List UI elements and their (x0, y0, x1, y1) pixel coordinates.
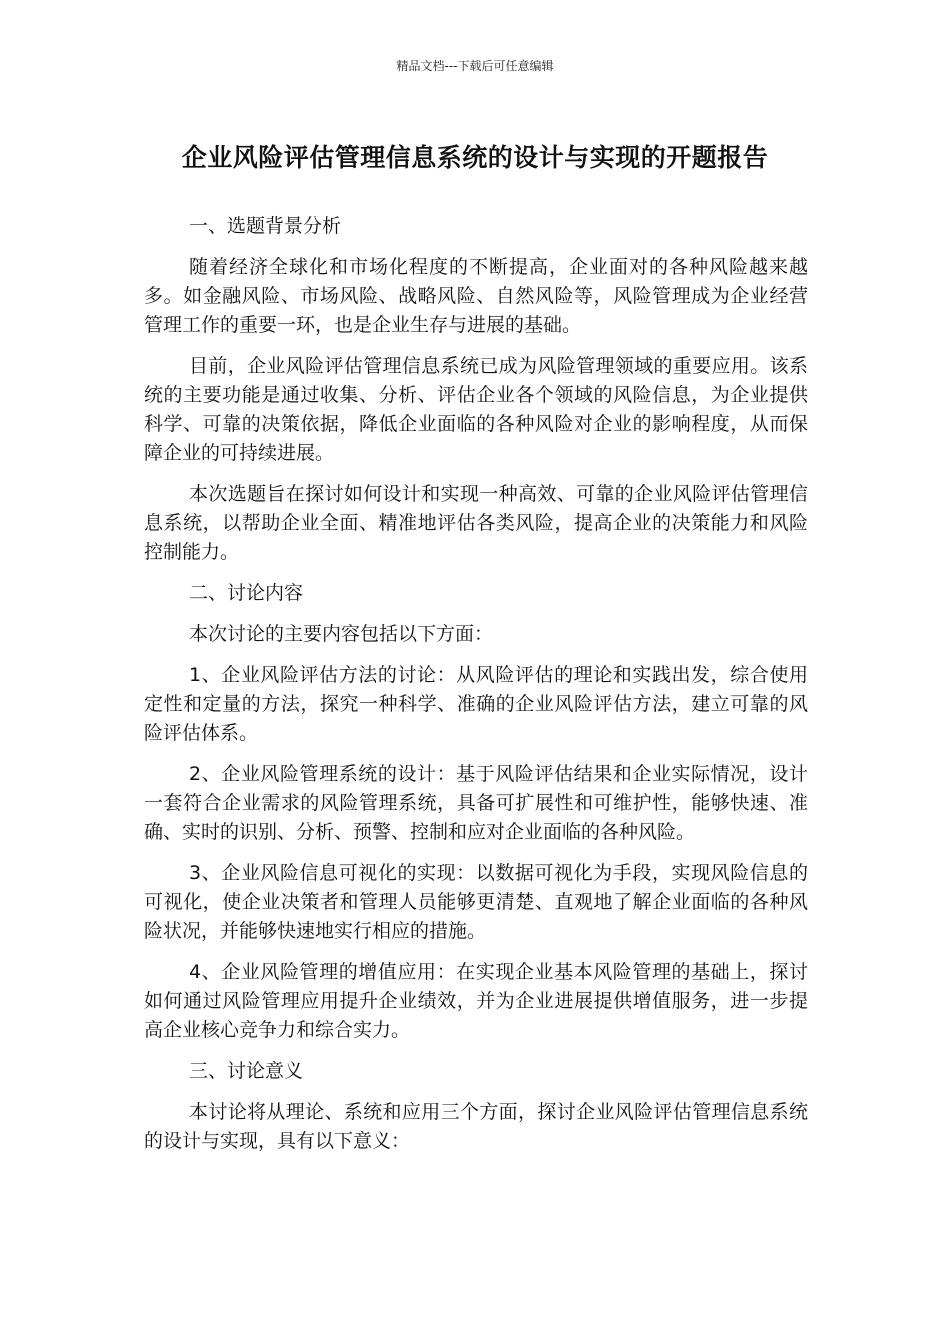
list-item: 4、企业风险管理的增值应用：在实现企业基本风险管理的基础上，探讨如何通过风险管理应用提升企业绩效，并为企业进展提供增值服务，进一步提高企业核心竞争力和综合实力。 (144, 961, 808, 1041)
section-heading-significance: 三、讨论意义 (189, 1060, 304, 1082)
section-heading-content: 二、讨论内容 (189, 582, 304, 604)
paragraph: 本次选题旨在探讨如何设计和实现一种高效、可靠的企业风险评估管理信息系统，以帮助企业全面、精准地评估各类风险，提高企业的决策能力和风险控制能力。 (144, 483, 808, 563)
document-title: 企业风险评估管理信息系统的设计与实现的开题报告 (181, 143, 769, 172)
paragraph: 本次讨论的主要内容包括以下方面： (189, 623, 494, 645)
header-note: 精品文档---下载后可任意编辑 (396, 59, 554, 73)
paragraph: 目前，企业风险评估管理信息系统已成为风险管理领域的重要应用。该系统的主要功能是通过收集、分析、评估企业各个领域的风险信息，为企业提供科学、可靠的决策依据，降低企业面临的各种风险对企业的影响程度，从而保障企业的可持续进展。 (144, 355, 808, 464)
list-item: 1、企业风险评估方法的讨论：从风险评估的理论和实践出发，综合使用定性和定量的方法，探究一种科学、准确的企业风险评估方法，建立可靠的风险评估体系。 (144, 664, 808, 744)
list-item: 2、企业风险管理系统的设计：基于风险评估结果和企业实际情况，设计一套符合企业需求的风险管理系统，具备可扩展性和可维护性，能够快速、准确、实时的识别、分析、预警、控制和应对企业面临的各种风险。 (144, 763, 808, 843)
paragraph: 随着经济全球化和市场化程度的不断提高，企业面对的各种风险越来越多。如金融风险、市场风险、战略风险、自然风险等，风险管理成为企业经营管理工作的重要一环，也是企业生存与进展的基础。 (144, 256, 808, 336)
section-heading-background: 一、选题背景分析 (189, 215, 342, 237)
list-item: 3、企业风险信息可视化的实现：以数据可视化为手段，实现风险信息的可视化，使企业决策者和管理人员能够更清楚、直观地了解企业面临的各种风险状况，并能够快速地实行相应的措施。 (144, 862, 808, 942)
paragraph: 本讨论将从理论、系统和应用三个方面，探讨企业风险评估管理信息系统的设计与实现，具有以下意义： (144, 1101, 808, 1152)
document-body (144, 212, 808, 1168)
